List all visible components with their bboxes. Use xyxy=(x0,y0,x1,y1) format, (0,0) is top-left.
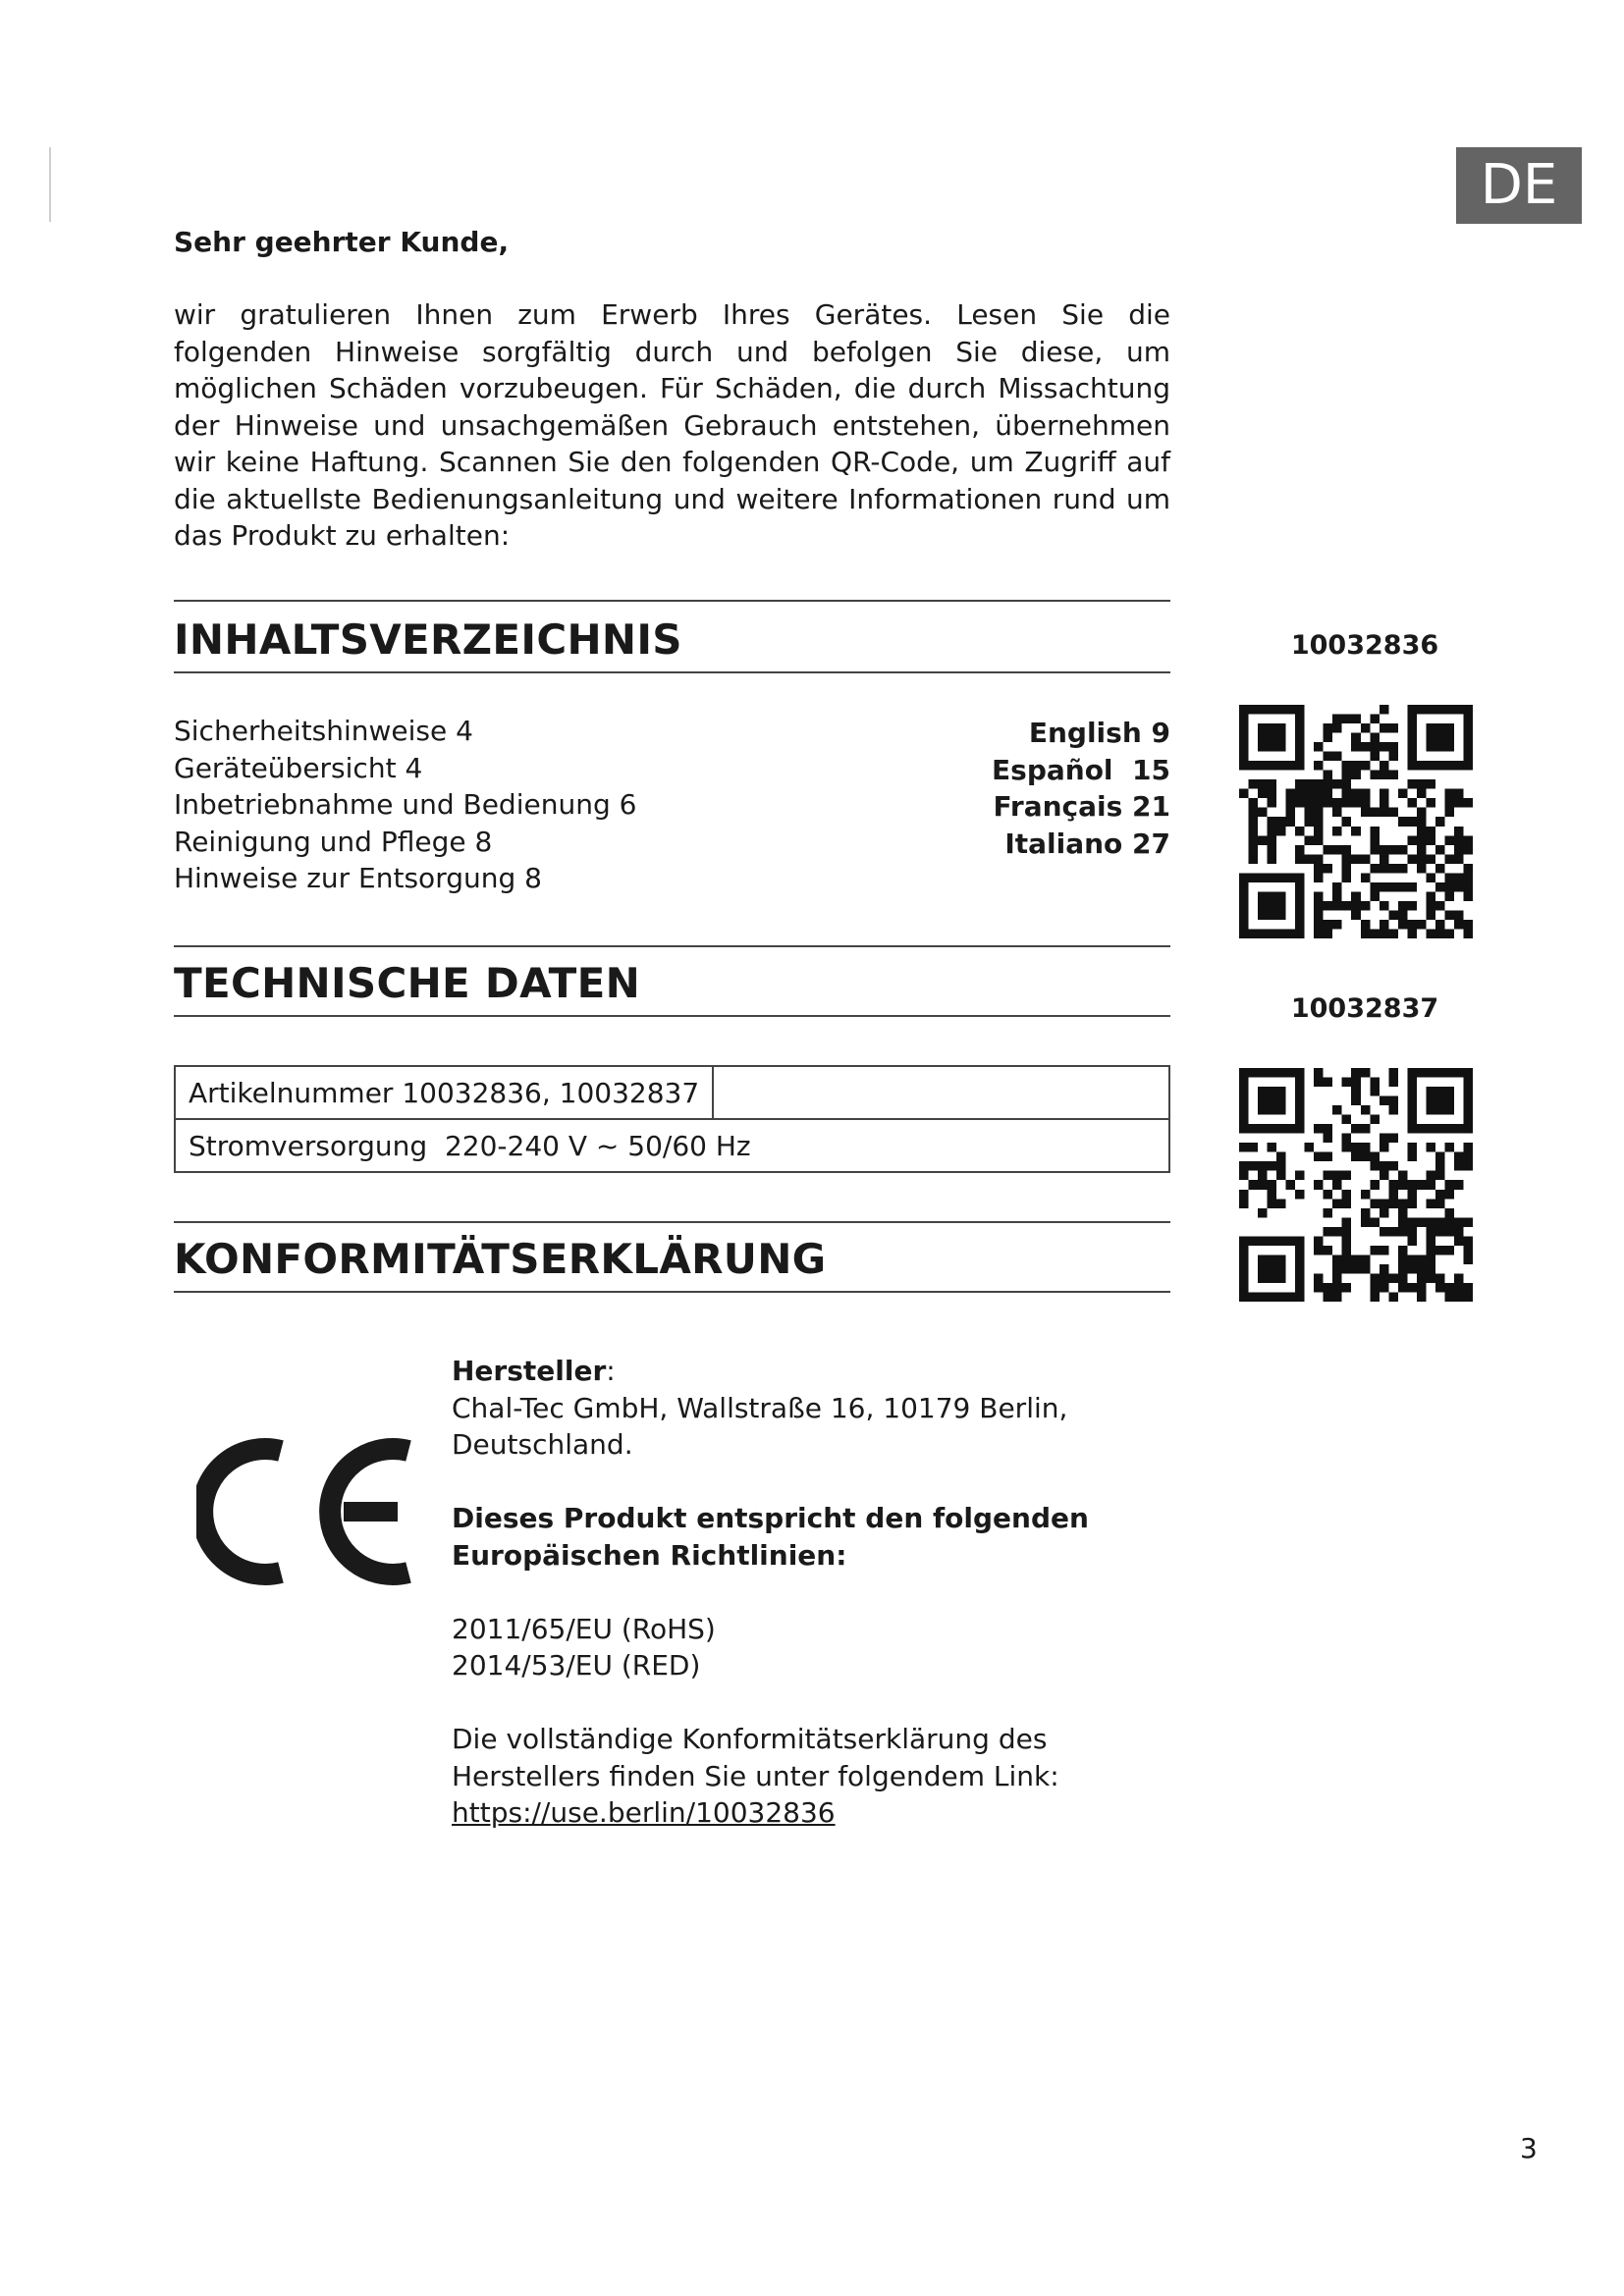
conformity-block xyxy=(452,1353,1139,1832)
declaration-text: Herstellers finden Sie unter folgendem Link: xyxy=(452,1759,1059,1792)
intro-line: Bedienungsanleitung und weitere Informationen rund um das Produkt zu xyxy=(174,482,1171,552)
qr-code-image[interactable] xyxy=(1239,705,1473,938)
spec-label: Artikelnummer xyxy=(189,1076,394,1109)
spec-label: Stromversorgung xyxy=(189,1129,428,1162)
declaration-text: Die vollständige Konformitätserklärung des xyxy=(452,1723,1048,1755)
directives-heading: Dieses Produkt entspricht den folgenden xyxy=(452,1502,1089,1534)
toc-entry[interactable]: Hinweise zur Entsorgung 8 xyxy=(174,862,542,894)
toc-list xyxy=(174,713,636,897)
intro-line: Hinweise sorgfältig durch und befolgen Sie diese, um möglichen Schäden xyxy=(174,335,1170,404)
section-rule xyxy=(174,1015,1170,1017)
section-rule xyxy=(174,1221,1170,1223)
manufacturer-country: Deutschland. xyxy=(452,1428,633,1461)
toc-language-entry[interactable]: Italiano 27 xyxy=(1004,827,1170,860)
margin-mark xyxy=(49,147,51,222)
tech-title: TECHNISCHE DATEN xyxy=(174,959,641,1007)
directive-item: 2014/53/EU (RED) xyxy=(452,1649,701,1682)
spec-cell xyxy=(175,1119,1169,1172)
intro-line: erhalten: xyxy=(385,519,511,552)
section-rule xyxy=(174,945,1170,947)
manufacturer-label: Hersteller xyxy=(452,1355,607,1387)
qr-code-image[interactable] xyxy=(1239,1068,1473,1302)
declaration-link[interactable]: https://use.berlin/10032836 xyxy=(452,1796,836,1829)
qr-code-label: 10032837 xyxy=(1290,993,1439,1024)
toc-entry[interactable]: Sicherheitshinweise 4 xyxy=(174,715,473,747)
manufacturer-address: Chal-Tec GmbH, Wallstraße 16, 10179 Berlin, xyxy=(452,1391,1068,1424)
tech-specs-table xyxy=(174,1065,1170,1173)
qr-code-label: 10032836 xyxy=(1290,630,1439,661)
intro-line: vorzubeugen. Für Schäden, die durch Missachtung der Hinweise und xyxy=(174,372,1170,442)
toc-language-entry[interactable]: English 9 xyxy=(1028,717,1170,749)
spec-cell xyxy=(175,1066,713,1119)
intro-line: unsachgemäßen Gebrauch entstehen, übernehmen wir keine Haftung. xyxy=(174,408,1170,478)
language-badge: DE xyxy=(1456,147,1582,224)
conformity-title: KONFORMITÄTSERKLÄRUNG xyxy=(174,1235,827,1283)
spec-value: 220-240 V ~ 50/60 Hz xyxy=(444,1129,751,1162)
intro-paragraph xyxy=(174,296,1170,555)
toc-language-list xyxy=(962,715,1170,862)
spec-value: 10032836, 10032837 xyxy=(402,1076,700,1109)
toc-language-entry[interactable]: Français 21 xyxy=(993,790,1170,823)
toc-language-entry[interactable]: Español 15 xyxy=(992,753,1170,786)
directive-item: 2011/65/EU (RoHS) xyxy=(452,1612,716,1645)
manufacturer-heading: Hersteller: xyxy=(452,1355,616,1387)
spec-empty-cell xyxy=(713,1066,1169,1119)
intro-line: Scannen Sie den folgenden QR-Code, um Zugriff auf die aktuellste xyxy=(174,446,1170,515)
ce-mark-logo xyxy=(196,1433,416,1590)
toc-title: INHALTSVERZEICHNIS xyxy=(174,615,682,664)
intro-line: wir gratulieren Ihnen zum Erwerb Ihres Gerätes. Lesen Sie die folgenden xyxy=(174,298,1170,368)
table-row xyxy=(175,1066,1169,1119)
salutation: Sehr geehrter Kunde, xyxy=(174,226,510,258)
section-rule xyxy=(174,671,1170,673)
section-rule xyxy=(174,1291,1170,1293)
page-number: 3 xyxy=(1520,2132,1538,2164)
section-rule xyxy=(174,600,1170,602)
directives-heading: Europäischen Richtlinien: xyxy=(452,1538,847,1572)
toc-entry[interactable]: Geräteübersicht 4 xyxy=(174,751,423,784)
table-row xyxy=(175,1119,1169,1172)
toc-entry[interactable]: Reinigung und Pflege 8 xyxy=(174,825,493,858)
toc-entry[interactable]: Inbetriebnahme und Bedienung 6 xyxy=(174,788,637,821)
